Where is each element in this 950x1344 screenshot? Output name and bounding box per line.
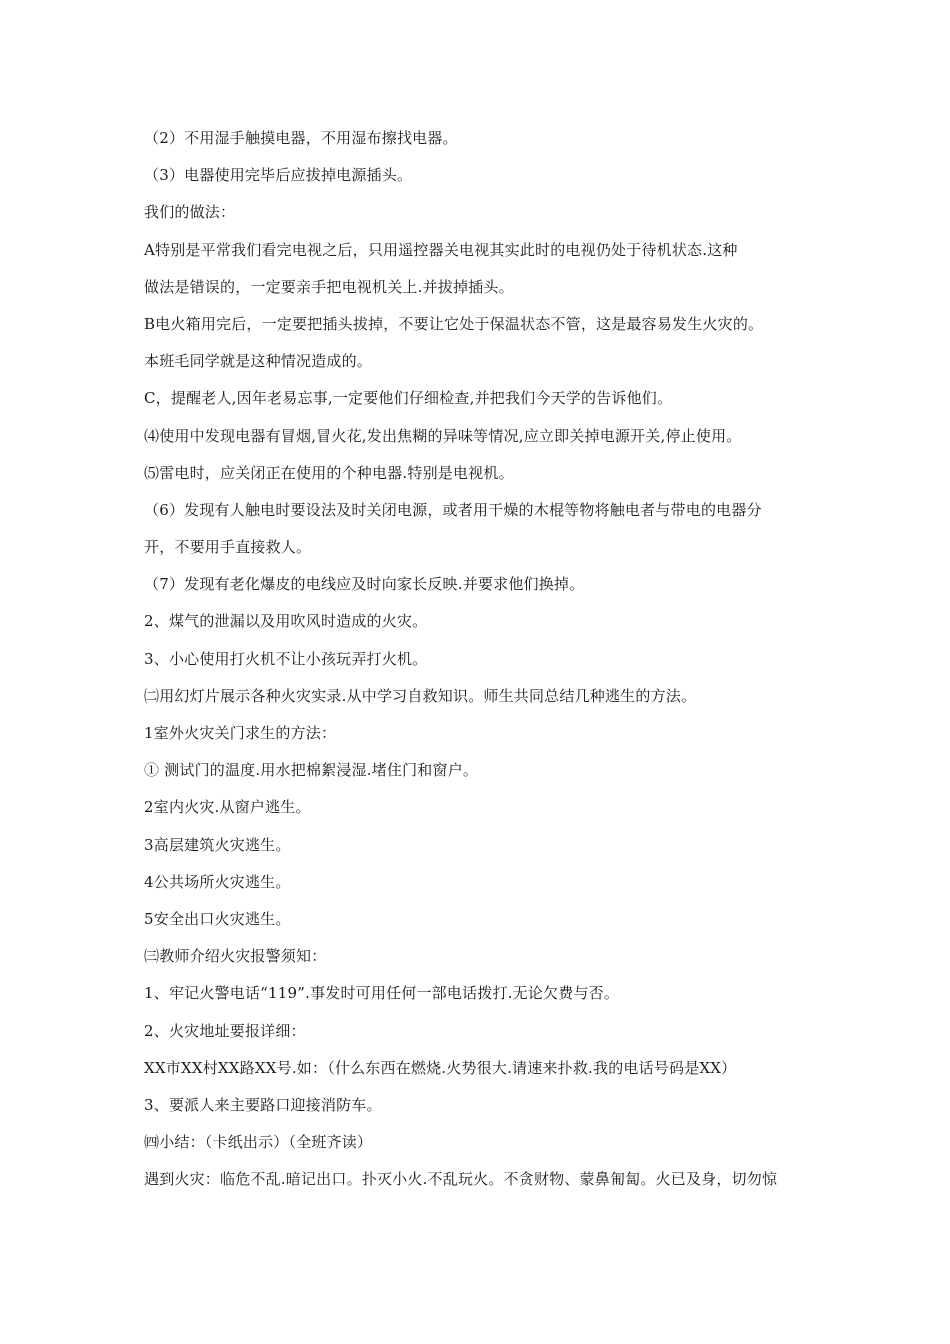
text-line: ㈣小结：（卡纸出示）（全班齐读） [144,1133,373,1152]
text-line: 2、煤气的泄漏以及用吹风时造成的火灾。 [144,612,428,631]
text-line: 3、要派人来主要路口迎接消防车。 [144,1095,382,1114]
text-line: （7）发现有老化爆皮的电线应及时向家长反映.并要求他们换掉。 [144,575,585,594]
text-line: 本班毛同学就是这种情况造成的。 [144,352,373,371]
text-line: ⑸雷电时，应关闭正在使用的个种电器.特别是电视机。 [144,463,514,482]
text-line: 我们的做法： [144,203,236,222]
text-line: C，提醒老人,因年老易忘事,一定要他们仔细检查,并把我们今天学的告诉他们。 [144,389,673,408]
text-line: A特别是平常我们看完电视之后，只用遥控器关电视其实此时的电视仍处于待机状态.这种 [144,240,738,259]
text-line: （3）电器使用完毕后应拔掉电源插头。 [144,166,413,185]
text-line: 5安全出口火灾逃生。 [144,909,291,928]
text-line: ㈢教师介绍火灾报警须知： [144,947,327,966]
text-line: 1、牢记火警电话“119”.事发时可用任何一部电话拨打.无论欠费与否。 [144,984,620,1003]
text-line: 3高层建筑火灾逃生。 [144,835,291,854]
text-line: （6）发现有人触电时要设法及时关闭电源，或者用干燥的木棍等物将触电者与带电的电器分 [144,500,762,519]
text-line: 4公共场所火灾逃生。 [144,872,291,891]
text-line: 2、火灾地址要报详细： [144,1021,306,1040]
text-line: ⑷使用中发现电器有冒烟,冒火花,发出焦糊的异味等情况,应立即关掉电源开关,停止使用。 [144,426,742,445]
text-line: ① 测试门的温度.用水把棉絮浸湿.堵住门和窗户。 [144,761,479,780]
text-line: XX市XX村XX路XX号.如：（什么东西在燃烧.火势很大.请速来扑救.我的电话号码是XX） [144,1058,737,1077]
text-line: （2）不用湿手触摸电器，不用湿布擦找电器。 [144,129,458,147]
text-line: ㈡用幻灯片展示各种火灾实录.从中学习自救知识。师生共同总结几种逃生的方法。 [144,686,697,705]
document-body [144,120,820,1198]
text-line: B电火箱用完后，一定要把插头拔掉，不要让它处于保温状态不管，这是最容易发生火灾的。 [144,314,764,333]
text-line: 开，不要用手直接救人。 [144,538,312,557]
text-line: 3、小心使用打火机不让小孩玩弄打火机。 [144,649,428,668]
text-line: 遇到火灾：临危不乱.暗记出口。扑灭小火.不乱玩火。不贪财物、蒙鼻匍匐。火已及身，切勿惊 [144,1170,778,1189]
text-line: 1室外火灾关门求生的方法： [144,724,337,742]
text-line: 2室内火灾.从窗户逃生。 [144,798,311,817]
text-line: 做法是错误的，一定要亲手把电视机关上.并拔掉插头。 [144,277,514,296]
